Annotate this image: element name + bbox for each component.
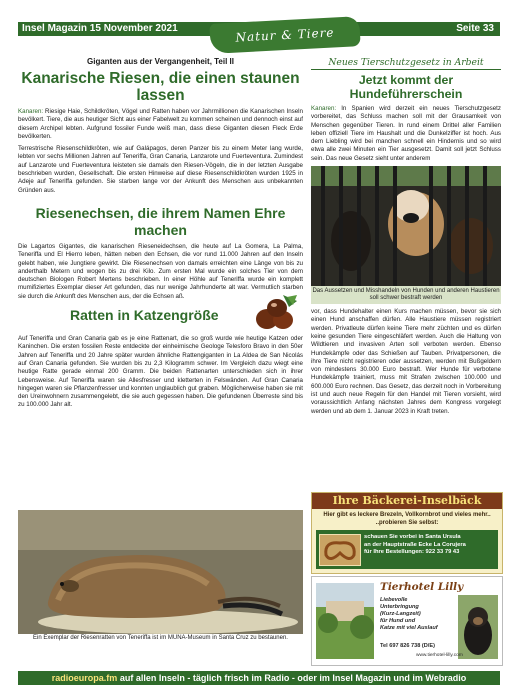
dogs-photo — [311, 166, 501, 286]
bakery-ad-line: schauen Sie vorbei in Santa Ursula — [364, 534, 461, 540]
article-paragraph-1 — [18, 108, 303, 141]
bakery-ad-tagline: Hier gibt es leckere Brezeln, Vollkornbrot und vieles mehr.. ..probieren Sie selbst: — [323, 512, 491, 526]
pet-hotel-line: für Hund und — [380, 618, 416, 624]
dog-image — [458, 595, 498, 659]
giant-rat-illustration — [18, 510, 303, 634]
pet-hotel-garden-image — [316, 583, 374, 659]
pet-hotel-line: (Kurz-Langzeit) — [380, 611, 421, 617]
pet-hotel-description — [380, 597, 456, 632]
article-title: Kanarische Riesen, die einen staunen lassen — [21, 70, 300, 104]
side-paragraph-text: In Spanien wird derzeit ein neues Tierschutzgesetz vorbereitet, das Schluss machen soll mit der Grausamkeit von Menschen gegenüber Tieren. In rund einem Drittel aller Familien leben offiziell Tiere im Haushalt und die Dunkelziffer ist hoch. Aus dem Liebling wird bei manchen schnell ein Hindernis und so wird etwa alle zwei Minuten ein Tier ausgesetzt. Damit soll jetzt Schluss sein. Das neue Gesetz sieht unter anderem — [311, 105, 501, 162]
paragraph-text: Riesige Haie, Schildkröten, Vögel und Ratten haben vor Jahrmillionen die Kanarischen Inseln bevölkert. Tiere, die aus heutiger Sicht aus einer Fabelwelt zu kommen scheinen und dennoch einst auf diesem Archipel lebten. Aufgrund fossiler Funde weiß man, dass diese Giganten diesen Fleck Erde bevölkerten. — [18, 108, 303, 140]
giant-rat-photo — [18, 510, 303, 634]
bakery-ad-address — [364, 534, 494, 557]
side-title: Jetzt kommt der Hundeführerschein — [349, 73, 463, 101]
side-paragraph-2: vor, dass Hundehalter einen Kurs machen müssen, bevor sie sich einen Hund anschaffen dürfen. Alle Haustiere müssen registriert werden. Privatleute dürfen keine Tiere mehr züchten und es dürfen keine gesunden Tiere eingeschläfert werden. Auch die Haltung von Wildtieren und invasiven Arten soll verboten werden. Ebenso Hundekämpfe oder das Schießen auf Tauben. Privatpersonen, die ihre Tiere nicht registrieren oder aussetzen, werden mit Bußgeldern von mindestens 30.000 Euro bestraft. Wer Hunde für verbotene Hundekämpfe trainiert, muss mit Strafen zwischen 100.000 und 600.000 Euro rechnen. Das Gesetz, das derzeit noch in Vorbereitung ist und auch neue Regeln für den Handel mit Tieren vorsieht, wird voraussichtlich Anfang nächsten Jahres dem Kongress vorgelegt werden und ab dem 1. Januar 2023 in Kraft treten. — [311, 308, 501, 415]
garden-illustration — [316, 583, 374, 659]
issue-label: Insel Magazin 15 November 2021 — [22, 23, 178, 34]
bakery-ad-phone: für Ihre Bestellungen: 922 33 79 43 — [364, 549, 460, 555]
bakery-ad[interactable] — [311, 492, 503, 574]
section-label: Natur & Tiere — [235, 25, 335, 45]
pet-hotel-phone: Tel 697 826 738 (D/E) — [380, 643, 435, 649]
bakery-ad-title: Ihre Bäckerei-Inselbäck — [312, 493, 502, 509]
page-footer — [18, 671, 500, 685]
pet-hotel-ad[interactable] — [311, 576, 503, 666]
side-dateline: Kanaren: — [311, 105, 337, 112]
page-header — [0, 0, 518, 45]
page-number: Seite 33 — [456, 23, 494, 34]
chestnut-icon — [253, 293, 299, 333]
footer-site-link[interactable]: radioeuropa.fm — [51, 673, 118, 683]
article-kicker: Giganten aus der Vergangenheit, Teil II — [87, 57, 234, 66]
dogs-behind-bars-illustration — [311, 166, 501, 286]
side-article — [311, 57, 501, 416]
subheading-wrap — [18, 305, 303, 331]
article-paragraph-2: Terrestrische Riesenschildkröten, wie auf Galápagos, deren Panzer bis zu einem Meter lang wurde, lebten vor sechs Millionen Jahren auf Teneriffa, Gran Canaria, Lanzarote und Fuerteventura. Zumindest auf Lanzarote und Fuerteventura leisteten sie damals den Riesen-Vögeln, die in der letzten Ausgabe beschrieben wurden, Gesellschaft. Die ersten Hinweise auf diese Riesenschildkröten wurden 1925 in Adeje auf Teneriffa gefunden. Sie starben lange vor der Ankunft des Menschen aus unbekannten Gründen aus. — [18, 145, 303, 194]
pet-hotel-line: Liebevolle — [380, 597, 408, 603]
bread-image — [319, 534, 361, 566]
subheading-ratten: Ratten in Katzengröße — [70, 307, 219, 324]
bakery-ad-line: an der Hauptstraße Ecke La Corujera — [364, 541, 466, 548]
section-banner — [209, 16, 360, 54]
subheading-echsen: Riesenechsen, die ihrem Namen Ehre machen — [35, 204, 286, 238]
footer-text: auf allen Inseln - täglich frisch im Radio - oder im Insel Magazin und im Webradio — [117, 673, 467, 683]
side-paragraph-1 — [311, 105, 501, 163]
main-article — [18, 57, 303, 410]
article-paragraph-4: Auf Teneriffa und Gran Canaria gab es je eine Rattenart, die so groß wurde wie heutige Katzen oder Kaninchen. Die ersten fossilen Reste entdeckte der einheimische Geologe Telesforo Bravo in den 50er Jahren auf Teneriffa und 20 Jahre später wurden ähnliche Rattengiganten in La Aldea de San Nicolás auf Gran Canaria gefunden. Sie wurden bis zu 2,3 Kilogramm schwer. Im Vergleich dazu wiegt eine heutige Ratte gerade einmal 200 Gramm. Die beiden Rattenarten unterschieden sich in ihrer Lebensweise. Auf Teneriffa waren sie Allesfresser und kletterten in Felswänden. Auf Gran Canaria hingegen waren sie Pflanzenfresser und konnten unglaublich gut graben. Möglicherweise haben sie mit den Ureinwohnern zusammengelebt, die sie auch gegessen haben. Die gefundenen Überreste sind bis zu 100.000 Jahr alt. — [18, 335, 303, 409]
pet-hotel-line: Unterbringung — [380, 604, 419, 610]
article-paragraph-3: Die Lagartos Gigantes, die kanarischen Rieseneidechsen, die heute auf La Gomera, La Palma, Teneriffa und El Hierro leben, hätten neben den Echsen, die vor rund 11.000 Jahren auf den Inseln gelebt haben, wie Jungtiere gewirkt. Die Riesenechsen von damals erreichten eine Länge von bis zu anderthalb Metern und wogen bis zu drei Kilo. Zum ersten Mal wurde ein solches Tier von dem deutschen Biologen Robert Mertens beschrieben. In einer Höhle auf Teneriffa wurde ein komplett mumifiziertes Exemplar dieser Art gefunden, das nur wenige Jahrhunderte alt war. Vermutlich starben sie durch die Ankunft des Menschen aus, der die Echsen aß. — [18, 242, 303, 300]
dog-icon — [458, 595, 498, 659]
dogs-photo-caption: Das Aussetzen und Misshandeln von Hunden und anderen Haustieren soll schwer bestraft werden — [311, 286, 501, 304]
dateline: Kanaren: — [18, 108, 44, 115]
side-kicker: Neues Tierschutzgesetz in Arbeit — [311, 57, 501, 70]
pet-hotel-line: Katze mit viel Auslauf — [380, 625, 438, 631]
pet-hotel-title: Tierhotel Lilly — [380, 581, 464, 593]
bakery-ad-box — [316, 530, 498, 569]
pretzel-icon — [320, 535, 360, 565]
rat-photo-caption: Ein Exemplar der Riesenratten von Teneriffa ist im MUNA-Museum in Santa Cruz zu bestaunen. — [33, 635, 288, 641]
pet-hotel-website[interactable]: www.tierhotel-lilly.com — [416, 653, 463, 658]
